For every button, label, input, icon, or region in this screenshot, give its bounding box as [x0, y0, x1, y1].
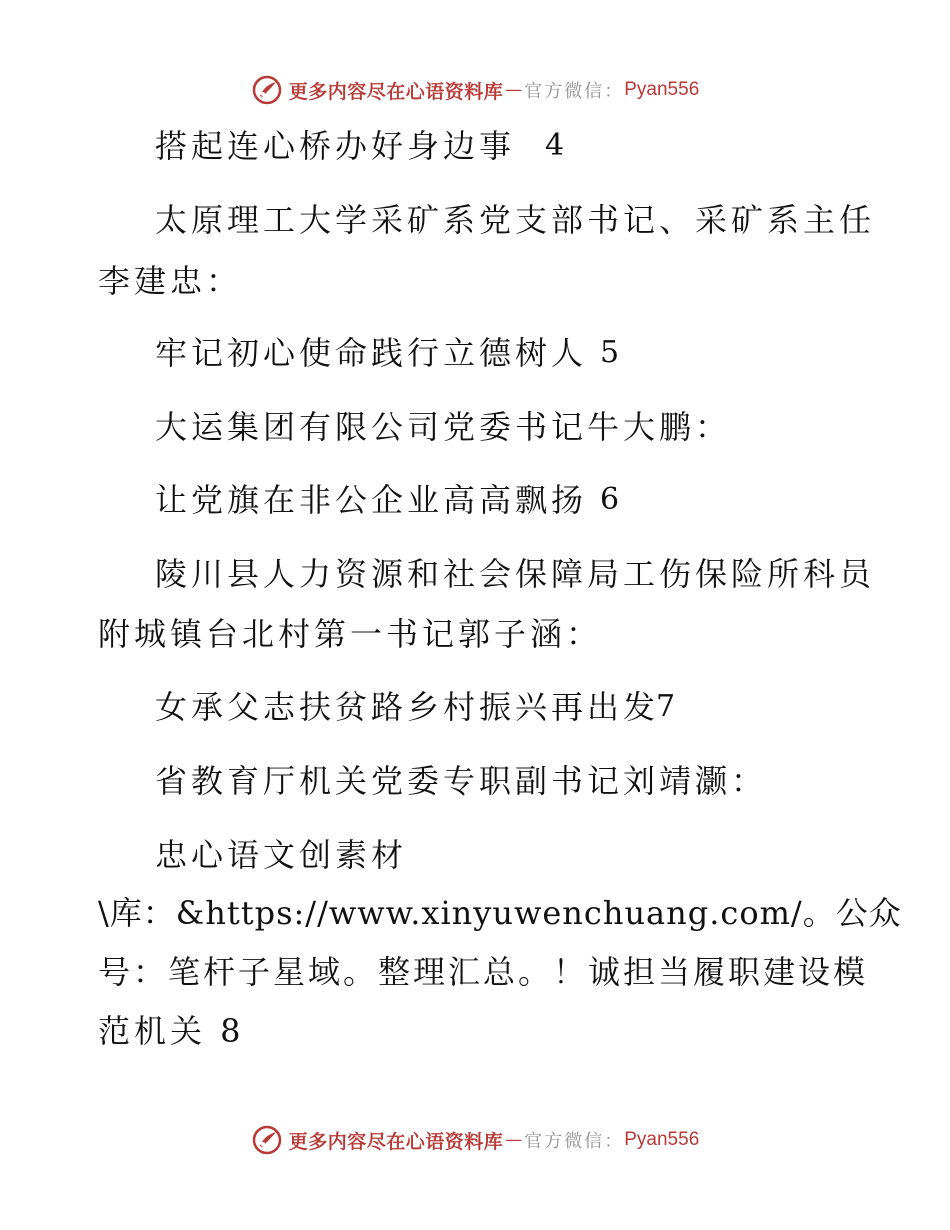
banner-wechat-id: Pyan556 [624, 79, 700, 100]
banner-dash: — [505, 1130, 523, 1150]
toc-entry-text: 附城镇台北村第一书记郭子涵： [98, 615, 603, 653]
toc-entry-page: 6 [600, 482, 620, 517]
toc-entry-text: 太原理工大学采矿系党支部书记、采矿系主任 [155, 201, 876, 239]
banner-wechat-label: 官方微信： [524, 81, 625, 102]
banner-dash: — [505, 80, 523, 100]
toc-entry-text: 范机关 8 [98, 1012, 245, 1050]
toc-entry-text: 号：笔杆子星域。整理汇总。！诚担当履职建设模 [98, 953, 869, 991]
toc-entry-page: 4 [545, 128, 565, 163]
toc-entry-title: 让党旗在非公企业高高飘扬 [155, 481, 588, 519]
footer-banner [0, 1120, 950, 1160]
banner-brand-text: 更多内容尽在心语资料库 [288, 80, 504, 103]
toc-entry-text: 省教育厅机关党委专职副书记刘靖灏： [155, 762, 768, 800]
toc-entry-page: 5 [600, 335, 620, 370]
toc-entry-page: 7 [656, 689, 676, 724]
banner-brand-text: 更多内容尽在心语资料库 [288, 1130, 504, 1153]
banner-wechat-label: 官方微信： [524, 1131, 625, 1152]
toc-entry-title: 牢记初心使命践行立德树人 [155, 334, 588, 372]
toc-entry-title: 女承父志扶贫路乡村振兴再出发 [155, 688, 660, 726]
toc-entry-text: \库：&https://www.xinyuwenchuang.com/。公众 [98, 894, 902, 932]
brand-logo-icon [251, 1124, 283, 1156]
toc-entry-text: 大运集团有限公司党委书记牛大鹏： [155, 408, 732, 446]
brand-logo-icon [251, 74, 283, 106]
toc-entry-title: 搭起连心桥办好身边事 [155, 127, 516, 165]
toc-entry-text: 李建忠： [98, 262, 243, 300]
header-banner [0, 70, 950, 110]
toc-entry-text: 陵川县人力资源和社会保障局工伤保险所科员 [155, 555, 876, 593]
banner-wechat-id: Pyan556 [624, 1129, 700, 1150]
toc-entry-text: 忠心语文创素材 [155, 836, 408, 874]
